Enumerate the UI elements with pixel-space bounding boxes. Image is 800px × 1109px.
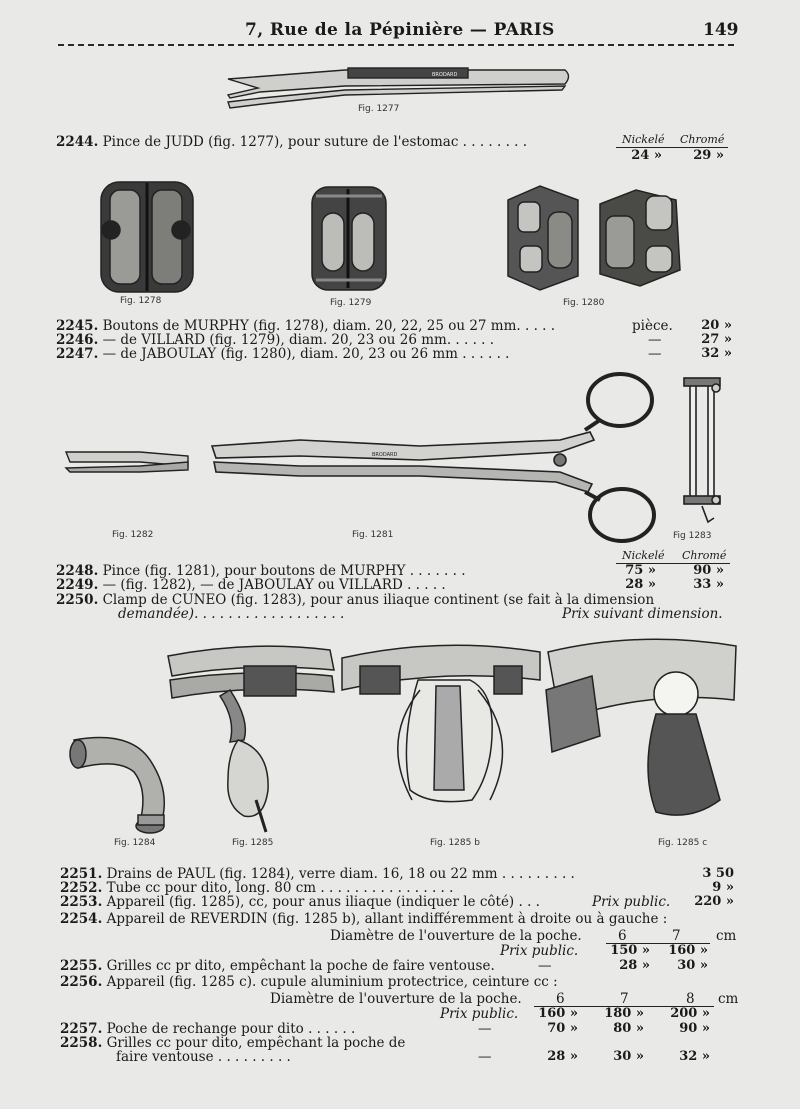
item-text: Poche de rechange pour dito . . . . . .	[106, 1021, 356, 1037]
item-2244	[56, 134, 527, 150]
item-number: 2255.	[60, 958, 103, 974]
item-2250-continuation: demandée). . . . . . . . . . . . . . . . . .	[118, 606, 345, 622]
item-2249	[56, 577, 446, 593]
dash: —	[478, 1049, 492, 1065]
price-note: Prix public.	[440, 1006, 519, 1022]
large-forceps-illustration	[212, 374, 654, 541]
size-7: 7	[620, 991, 629, 1007]
svg-text:BRODARD: BRODARD	[372, 452, 398, 458]
price-size-7: 30 »	[677, 958, 708, 973]
reverdin-apparatus-illustration	[342, 645, 540, 801]
price-note: Prix public.	[500, 943, 579, 959]
item-text: Tube cc pour dito, long. 80 cm . . . . . . . . . . . . . . . .	[106, 880, 454, 896]
apparatus-1285c-illustration	[546, 639, 736, 815]
fig-1285c-caption: Fig. 1285 c	[658, 838, 708, 848]
item-2256	[60, 974, 558, 990]
price-size-6: 28 »	[547, 1049, 578, 1064]
price-size-8: 200 »	[670, 1006, 710, 1021]
chrome-header: Chromé	[680, 133, 725, 146]
fig-1284-caption: Fig. 1284	[114, 838, 156, 848]
price: 27 »	[701, 332, 732, 347]
size-6: 6	[556, 991, 565, 1007]
svg-text:BRODARD: BRODARD	[432, 72, 458, 78]
item-2255	[60, 958, 495, 974]
unit-label: —	[648, 332, 662, 348]
item-text: Appareil (fig. 1285 c). cupule aluminium protectrice, ceinture cc :	[106, 974, 558, 990]
price-size-6: 70 »	[547, 1021, 578, 1036]
fig-1283-caption: Fig 1283	[673, 531, 712, 541]
unit-cm: cm	[716, 928, 737, 944]
price: 20 »	[701, 318, 732, 333]
forceps-judd-illustration	[228, 68, 569, 108]
paul-drain-illustration	[70, 738, 164, 834]
item-number: 2248.	[56, 563, 99, 579]
item-2253	[60, 894, 540, 910]
price-size-7: 160 »	[668, 943, 708, 958]
item-number: 2257.	[60, 1021, 103, 1037]
price-nickel: 75 »	[625, 563, 656, 578]
price-size-8: 90 »	[679, 1021, 710, 1036]
price-size-8: 32 »	[679, 1049, 710, 1064]
item-number: 2249.	[56, 577, 99, 593]
unit-label: pièce.	[632, 318, 673, 334]
jaboulay-button-illustration	[508, 186, 680, 290]
item-text: — de VILLARD (fig. 1279), diam. 20, 23 ou 26 mm. . . . . .	[102, 332, 495, 348]
murphy-button-illustration	[101, 182, 193, 292]
page-number: 149	[703, 20, 739, 40]
item-text: Boutons de MURPHY (fig. 1278), diam. 20, 22, 25 ou 27 mm. . . . .	[102, 318, 556, 334]
item-number: 2246.	[56, 332, 99, 348]
villard-button-illustration	[312, 187, 386, 290]
item-text: Appareil (fig. 1285), cc, pour anus iliaque (indiquer le côté) . . .	[106, 894, 540, 910]
item-text: Grilles cc pr dito, empêchant la poche de faire ventouse.	[106, 958, 495, 974]
size-8: 8	[686, 991, 695, 1007]
item-text: — de JABOULAY (fig. 1280), diam. 20, 23 ou 26 mm . . . . . .	[102, 346, 510, 362]
header-title: 7, Rue de la Pépinière — PARIS	[245, 20, 555, 40]
unit-cm: cm	[718, 991, 739, 1007]
item-number: 2247.	[56, 346, 99, 362]
item-number: 2254.	[60, 911, 103, 927]
diameter-label: Diamètre de l'ouverture de la poche.	[330, 928, 582, 944]
nickel-header: Nickelé	[622, 133, 665, 146]
price-nickel: 28 »	[625, 577, 656, 592]
fig-1281-caption: Fig. 1281	[352, 530, 394, 540]
dash: —	[478, 1021, 492, 1037]
item-text: Drains de PAUL (fig. 1284), verre diam. 16, 18 ou 22 mm . . . . . . . . .	[106, 866, 575, 882]
item-text: Pince de JUDD (fig. 1277), pour suture de l'estomac . . . . . . . .	[102, 134, 528, 150]
item-number: 2244.	[56, 134, 99, 150]
item-number: 2250.	[56, 592, 99, 608]
item-number: 2251.	[60, 866, 103, 882]
item-text: Clamp de CUNEO (fig. 1283), pour anus iliaque continent (se fait à la dimension	[102, 592, 655, 608]
price: 220 »	[694, 894, 734, 909]
item-number: 2258.	[60, 1035, 103, 1051]
price-chrome: 90 »	[693, 563, 724, 578]
item-number: 2253.	[60, 894, 103, 910]
price: 3 50	[702, 866, 734, 881]
fig-1278-caption: Fig. 1278	[120, 296, 162, 306]
price-size-6: 28 »	[619, 958, 650, 973]
item-2258-continuation: faire ventouse . . . . . . . . .	[116, 1049, 291, 1065]
item-number: 2252.	[60, 880, 103, 896]
price-size-7: 80 »	[613, 1021, 644, 1036]
fig-1277-caption: Fig. 1277	[358, 104, 400, 114]
fig-1279-caption: Fig. 1279	[330, 298, 372, 308]
small-forceps-illustration	[66, 452, 188, 472]
item-number: 2245.	[56, 318, 99, 334]
size-7: 7	[672, 928, 681, 944]
chrome-header: Chromé	[682, 549, 727, 562]
fig-1280-caption: Fig. 1280	[563, 298, 605, 308]
nickel-header: Nickelé	[622, 549, 665, 562]
diameter-label: Diamètre de l'ouverture de la poche.	[270, 991, 522, 1007]
price-note: Prix suivant dimension.	[562, 606, 723, 622]
price-size-6: 150 »	[610, 943, 650, 958]
iliac-apparatus-illustration	[168, 646, 334, 832]
dash: —	[538, 958, 552, 974]
size-6: 6	[618, 928, 627, 944]
price-size-7: 30 »	[613, 1049, 644, 1064]
cuneo-clamp-illustration	[684, 378, 720, 522]
price: 9 »	[712, 880, 734, 895]
item-number: 2256.	[60, 974, 103, 990]
fig-1285-caption: Fig. 1285	[232, 838, 274, 848]
fig-1282-caption: Fig. 1282	[112, 530, 154, 540]
item-text: Appareil de REVERDIN (fig. 1285 b), allant indifféremment à droite ou à gauche :	[106, 911, 668, 927]
unit-label: —	[648, 346, 662, 362]
item-2254	[60, 911, 667, 927]
item-2247	[56, 346, 509, 362]
price-nickel: 24 »	[631, 148, 662, 163]
price-size-7: 180 »	[604, 1006, 644, 1021]
fig-1285b-caption: Fig. 1285 b	[430, 838, 480, 848]
item-text: Pince (fig. 1281), pour boutons de MURPHY . . . . . . .	[102, 563, 466, 579]
price-note: Prix public.	[592, 894, 671, 910]
item-text: Grilles cc pour dito, empêchant la poche de	[106, 1035, 406, 1051]
price-chrome: 29 »	[693, 148, 724, 163]
price-size-6: 160 »	[538, 1006, 578, 1021]
item-text: — (fig. 1282), — de JABOULAY ou VILLARD . . . . .	[102, 577, 446, 593]
price-chrome: 33 »	[693, 577, 724, 592]
price: 32 »	[701, 346, 732, 361]
